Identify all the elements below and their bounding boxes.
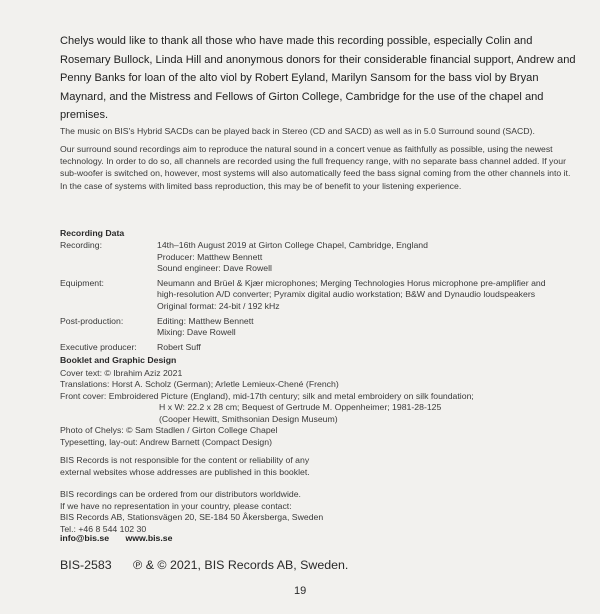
executive-producer-label: Executive producer: (60, 341, 137, 352)
address-line: BIS Records AB, Stationsvägen 20, SE-184 50 Åkersberga, Sweden (60, 512, 324, 522)
order-line: BIS recordings can be ordered from our distributors worldwide. (60, 489, 301, 499)
external-websites-disclaimer (60, 455, 360, 478)
booklet-design-credits (60, 355, 580, 448)
translations-credit: Translations: Horst A. Scholz (German); Arletle Lemieux-Chené (French) (60, 379, 339, 389)
executive-producer-row (60, 342, 590, 354)
acknowledgements-paragraph: Chelys would like to thank all those who have made this recording possible, especially Colin and Rosemary Bullock, Linda Hill and anonymous donors for their considerable financial support, Andrew and Penny Banks for loan of the alto viol by Robert Eyland, Marilyn Sansom for the bass viol by Bryan Maynard, and the Mistress and Fellows of Girton College, Cambridge for the use of the chapel and premises. (60, 35, 576, 122)
equipment-line-2: high-resolution A/D converter; Pyramix digital audio workstation; B&W and Dynaudio loudspeakers (157, 289, 536, 300)
front-cover-dimensions: H x W: 22.2 x 28 cm; Bequest of Gertrude M. Oppenheimer; 1981-28-125 (159, 402, 442, 412)
order-line: If we have no representation in your country, please contact: (60, 500, 292, 511)
disclaimer-line: BIS Records is not responsible for the content or reliability of any (60, 455, 310, 465)
equipment-row (60, 278, 590, 313)
contact-links (60, 533, 186, 543)
disclaimer-line: external websites whose addresses are published in this booklet. (60, 466, 310, 477)
original-format: Original format: 24-bit / 192 kHz (157, 300, 280, 311)
recording-venue: 14th–16th August 2019 at Girton College Chapel, Cambridge, England (157, 240, 428, 250)
mixing: Mixing: Dave Rowell (157, 327, 236, 338)
equipment-label: Equipment: (60, 277, 104, 288)
executive-producer: Robert Suff (157, 341, 201, 352)
typesetting-credit: Typesetting, lay-out: Andrew Barnett (Compact Design) (60, 436, 272, 447)
page-number: 19 (294, 585, 307, 597)
equipment-line-1: Neumann and Brüel & Kjær microphones; Merging Technologies Horus microphone pre-amplifier and (157, 277, 546, 288)
recording-row (60, 240, 590, 275)
sacd-playback-note: The music on BIS's Hybrid SACDs can be played back in Stereo (CD and SACD) as well as in 5.0 Surround sound (SACD). (60, 126, 535, 136)
email-link[interactable]: info@bis.se (60, 533, 110, 543)
copyright-line (60, 558, 348, 572)
front-cover-credit: Front cover: Embroidered Picture (England), mid-17th century; silk and metal embroidery on silk foundation; (60, 390, 474, 401)
sound-engineer: Sound engineer: Dave Rowell (157, 263, 272, 274)
photo-credit: Photo of Chelys: © Sam Stadlen / Girton College Chapel (60, 425, 278, 435)
post-production-row (60, 316, 590, 339)
copyright-notice: ℗ & © 2021, BIS Records AB, Sweden. (133, 558, 349, 572)
telephone-line: Tel.: +46 8 544 102 30 (60, 523, 147, 534)
booklet-design-heading: Booklet and Graphic Design (60, 355, 177, 365)
recording-data-heading: Recording Data (60, 228, 125, 238)
editing: Editing: Matthew Bennett (157, 315, 254, 326)
ordering-info (60, 489, 380, 535)
surround-sound-paragraph: Our surround sound recordings aim to reproduce the natural sound in a concert venue as faithfully as possible, using the newest technology. In order to do so, all channels are recorded using the full frequency range, with no separate bass channel added. If your sub-woofer is switched on, however, most systems will also automatically feed the bass signal coming from the other channels into it. In the case of systems with limited bass reproduction, this may be of benefit to your listening experience. (60, 144, 571, 191)
post-production-label: Post-production: (60, 315, 124, 326)
producer: Producer: Matthew Bennett (157, 251, 263, 262)
catalog-number: BIS-2583 (60, 558, 112, 572)
recording-label: Recording: (60, 240, 103, 250)
website-link[interactable]: www.bis.se (125, 533, 173, 543)
cover-text-credit: Cover text: © Ibrahim Aziz 2021 (60, 367, 183, 378)
front-cover-source: (Cooper Hewitt, Smithsonian Design Museum) (159, 413, 338, 424)
recording-data-table (60, 240, 590, 353)
